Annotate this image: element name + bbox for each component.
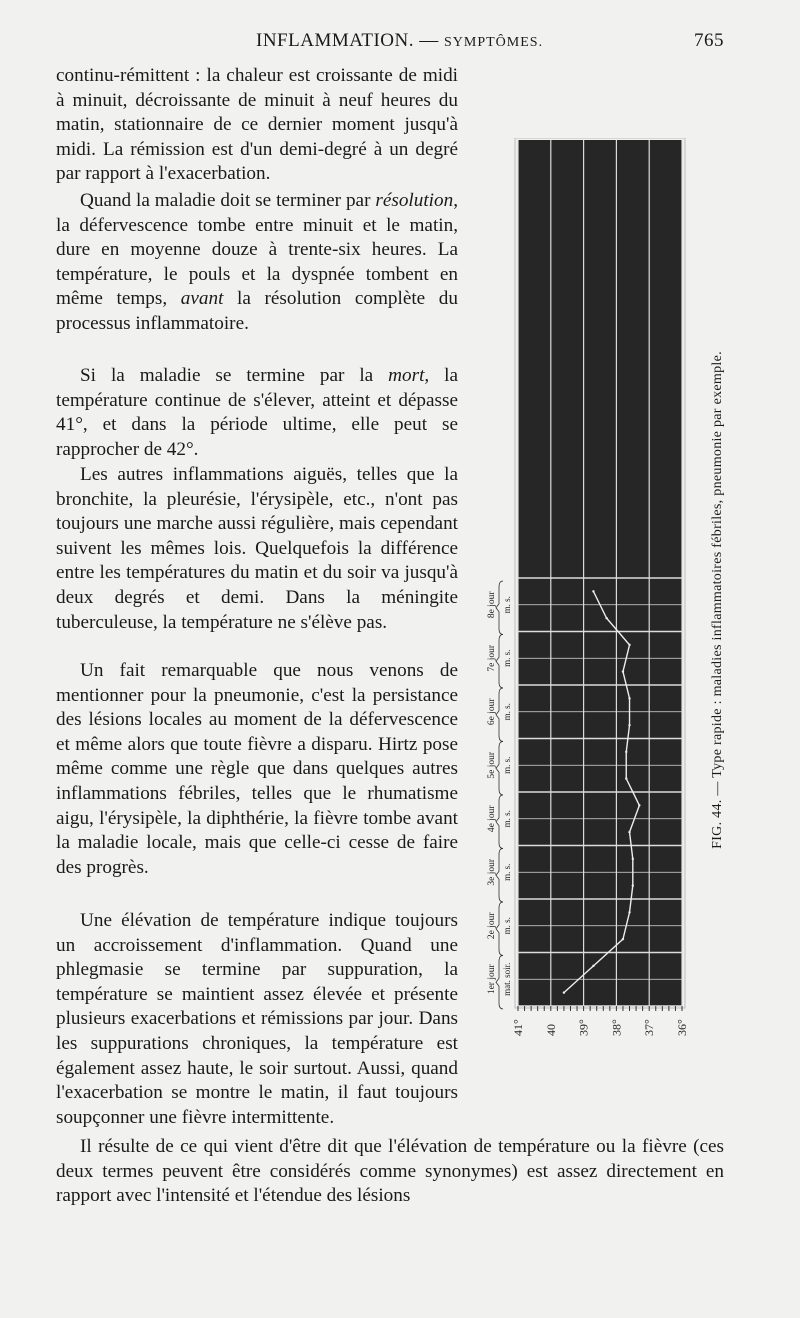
temperature-point [628, 697, 630, 699]
temperature-label: 39° [576, 1019, 591, 1036]
day-label: 5e jour [487, 751, 497, 779]
figure-caption [710, 330, 734, 870]
header-title-text: INFLAMMATION. [256, 30, 414, 51]
temperature-point [638, 804, 640, 806]
temperature-point [605, 617, 607, 619]
temperature-point [625, 777, 627, 779]
time-label: mat. soir. [502, 962, 512, 996]
temperature-point [632, 884, 634, 886]
p2-italic-resolution: résolution [375, 190, 454, 211]
time-label: m. s. [502, 649, 512, 667]
paragraph-4: Les autres inflammations aiguës, telles que la bronchite, la pleurésie, l'érysipèle, etc., n'ont pas toujours une marche aussi régulière, mais cependant suivent les mêmes lois. Quelquefois la différence entre les températures du matin et du soir va jusqu'à deux degrés et demi. Dans la méningite tuberculeuse, la température ne s'élève pas. [56, 464, 458, 633]
paragraph-7: Il résulte de ce qui vient d'être dit que l'élévation de température ou la fièvre (ces deux termes peuvent être considérés comme synonymes) est assez directement en rapport avec l'intensité et l'étendue des lésions [56, 1136, 724, 1207]
time-label: m. s. [502, 756, 512, 774]
figure-caption-text: — Type rapide : maladies inflammatoires fébriles, pneumonie par exemple. [710, 351, 725, 796]
header-dash: — [419, 30, 439, 51]
day-label: 8e jour [487, 591, 497, 619]
time-label: m. s. [502, 810, 512, 828]
day-label: 4e jour [487, 805, 497, 833]
temperature-point [628, 911, 630, 913]
temperature-label: 41° [511, 1019, 525, 1036]
day-label: 6e jour [487, 698, 497, 726]
p3-part2: , la température continue de s'élever, atteint et dépasse 41°, et dans la période ultime, elle peut se rapprocher de 42°. [56, 365, 458, 460]
time-label: m. s. [502, 863, 512, 881]
paragraph-3 [56, 364, 458, 462]
temperature-label: 36° [675, 1019, 689, 1036]
temperature-label: 40 [543, 1024, 558, 1036]
header-title [256, 30, 543, 52]
running-header [56, 30, 724, 56]
p2-part2: , la défervescence tombe entre minuit et le matin, dure en moyenne douze à trente-six heures. La température, le pouls et la dyspnée tombent en même temps, [56, 190, 458, 310]
temperature-point [632, 858, 634, 860]
temperature-point [628, 644, 630, 646]
time-label: m. s. [502, 596, 512, 614]
temperature-label: 37° [642, 1019, 657, 1036]
paragraph-1: continu-rémittent : la chaleur est croissante de midi à minuit, décroissante de minuit à neuf heures du matin, stationnaire de ce dernier moment jusqu'à midi. La rémission est d'un demi-degré à un degré par rapport à l'exacerbation. [56, 65, 458, 185]
p2-part1: Quand la maladie doit se terminer par [80, 190, 376, 211]
p2-part3: la résolution complète du processus inflammatoire. [56, 288, 458, 334]
day-label: 3e jour [487, 858, 497, 886]
temperature-point [563, 991, 565, 993]
temperature-label: 38° [609, 1019, 624, 1036]
time-label: m. s. [502, 703, 512, 721]
paragraph-2 [56, 189, 458, 337]
header-subtitle: SYMPTÔMES. [443, 35, 544, 50]
page-number: 765 [694, 30, 724, 51]
temperature-point [628, 724, 630, 726]
chart-background [518, 140, 682, 1006]
day-label: 1er jour [487, 964, 497, 995]
paragraph-6a [56, 909, 458, 1130]
time-label: m. s. [502, 917, 512, 935]
paragraph-5: Un fait remarquable que nous venons de mentionner pour la pneumonie, c'est la persistance des lésions locales au moment de la défervescence et même alors que toute fièvre a disparu. Hirtz pose même comme une règle que dans quelques autres inflammations fébriles, telles que le rhumatisme aigu, l'érysipèle, la diphthérie, la fièvre tombe avant la maladie locale, mais que celle-ci cesse de faire des progrès. [56, 660, 458, 878]
temperature-chart-figure [478, 138, 728, 1038]
temperature-point [625, 751, 627, 753]
p3-italic-mort: mort [388, 365, 425, 386]
day-label: 7e jour [487, 644, 497, 672]
temperature-point [622, 938, 624, 940]
p6-text: Une élévation de température indique toujours un accroissement d'inflammation. Quand une phlegmasie se termine par suppuration, la température se maintient assez élevée et présente plusieurs exacerbations et rémissions par jour. Dans les suppurations chroniques, la température est également assez haute, le soir surtout. Aussi, quand l'exacerbation se montre le matin, il faut toujours soupçonner une fièvre intermittente. [56, 910, 458, 1128]
temperature-point [592, 965, 594, 967]
day-label: 2e jour [487, 912, 497, 940]
temperature-point [622, 670, 624, 672]
p2-italic-avant: avant [180, 288, 224, 310]
temperature-point [592, 590, 594, 592]
p3-part1: Si la maladie se termine par la [80, 365, 389, 386]
temperature-chart [478, 138, 728, 1038]
temperature-point [628, 831, 630, 833]
figure-caption-prefix: FIG. 44. [710, 799, 725, 849]
